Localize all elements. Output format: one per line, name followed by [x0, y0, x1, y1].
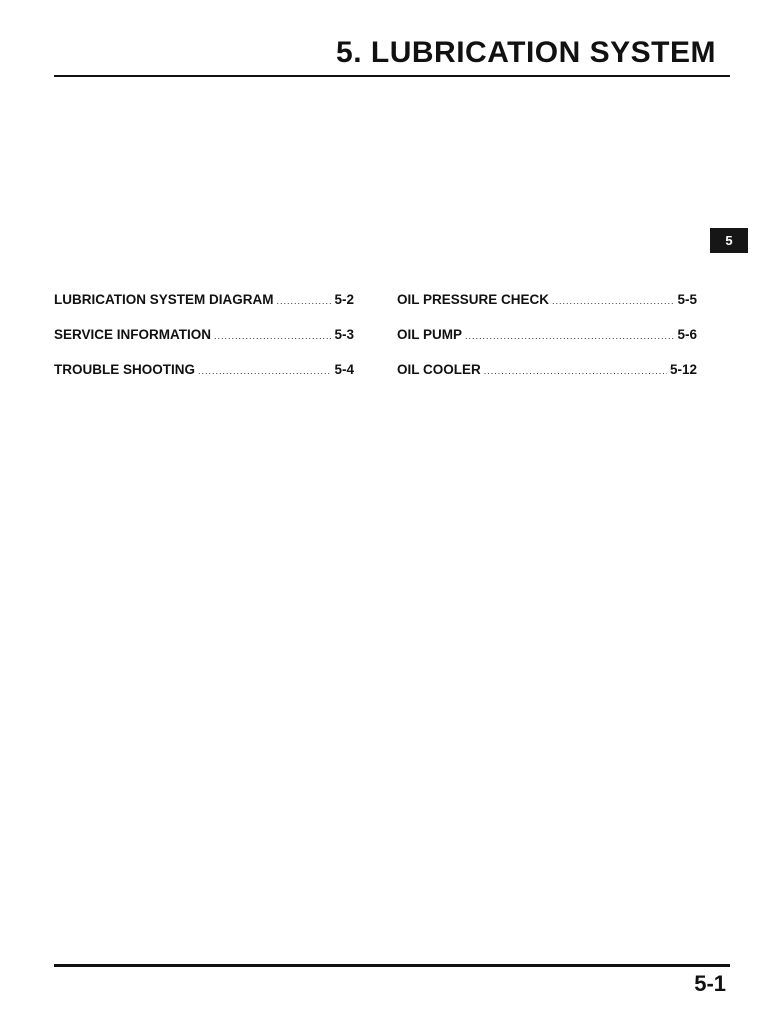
toc-entry[interactable]: [397, 292, 697, 327]
toc-dot-leader: [465, 331, 674, 341]
toc-entry[interactable]: [397, 362, 697, 397]
toc-dot-leader: [484, 366, 667, 376]
toc-entry[interactable]: [54, 327, 354, 362]
toc-right-column: [397, 292, 697, 397]
toc-entry-page: 5-4: [334, 362, 354, 377]
toc-dot-leader: [214, 331, 331, 341]
toc-entry-label: OIL PUMP: [397, 327, 463, 342]
toc-entry-page: 5-3: [334, 327, 354, 342]
toc-left-column: [54, 292, 354, 397]
toc-entry-page: 5-12: [669, 362, 697, 377]
toc-entry[interactable]: [397, 327, 697, 362]
toc-entry-page: 5-5: [677, 292, 697, 307]
toc-entry-label: TROUBLE SHOOTING: [54, 362, 195, 377]
toc-entry[interactable]: [54, 362, 354, 397]
toc-entry-label: SERVICE INFORMATION: [54, 327, 212, 342]
toc-entry-page: 5-6: [677, 327, 697, 342]
toc-entry-label: OIL COOLER: [397, 362, 481, 377]
footer-rule: [54, 964, 730, 967]
chapter-tab: 5: [710, 228, 748, 253]
chapter-title: 5. LUBRICATION SYSTEM: [336, 36, 716, 69]
header-rule: [54, 75, 730, 77]
toc-entry[interactable]: [54, 292, 354, 327]
toc-dot-leader: [552, 296, 674, 306]
toc-entry-label: OIL PRESSURE CHECK: [397, 292, 550, 307]
toc-dot-leader: [277, 296, 332, 306]
toc-dot-leader: [198, 366, 331, 376]
page-number: 5-1: [694, 971, 726, 996]
toc-entry-label: LUBRICATION SYSTEM DIAGRAM: [54, 292, 274, 307]
toc-entry-page: 5-2: [334, 292, 354, 307]
